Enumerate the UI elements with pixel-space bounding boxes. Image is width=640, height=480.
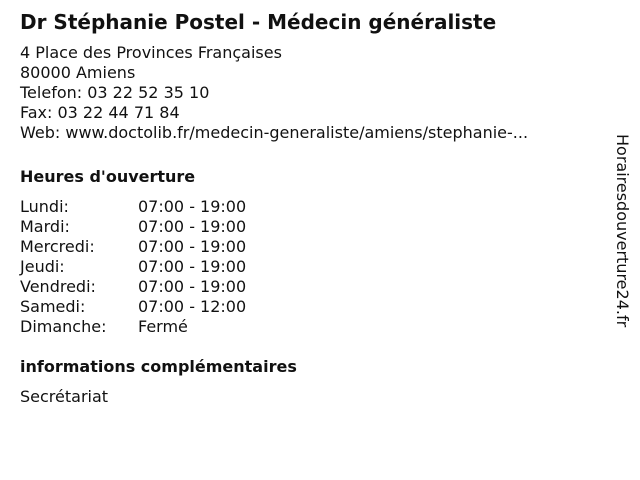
contact-block <box>20 43 600 143</box>
additional-info-section <box>20 357 600 407</box>
hours-row-wednesday <box>20 237 600 257</box>
opening-hours-section <box>20 167 600 337</box>
day-label: Dimanche: <box>20 317 107 336</box>
hours-value: 07:00 - 19:00 <box>138 197 247 216</box>
day-label: Mercredi: <box>20 237 95 256</box>
additional-info-heading: informations complémentaires <box>20 357 297 376</box>
hours-row-sunday <box>20 317 600 337</box>
hours-value: 07:00 - 19:00 <box>138 277 247 296</box>
brand-watermark-text: Horairesdouverture24.fr <box>613 134 632 328</box>
info-item: Secrétariat <box>20 387 109 406</box>
hours-row-friday <box>20 277 600 297</box>
page-title: Dr Stéphanie Postel - Médecin généraliste <box>20 10 497 34</box>
address-line-1: 4 Place des Provinces Françaises <box>20 43 282 62</box>
web-line: Web: www.doctolib.fr/medecin-generaliste/amiens/stephanie-... <box>20 123 529 142</box>
hours-row-thursday <box>20 257 600 277</box>
hours-value: 07:00 - 19:00 <box>138 237 247 256</box>
day-label: Samedi: <box>20 297 86 316</box>
fax-line: Fax: 03 22 44 71 84 <box>20 103 180 122</box>
hours-value: 07:00 - 12:00 <box>138 297 247 316</box>
day-label: Jeudi: <box>20 257 65 276</box>
day-label: Vendredi: <box>20 277 96 296</box>
opening-hours-heading: Heures d'ouverture <box>20 167 196 186</box>
address-line-2: 80000 Amiens <box>20 63 136 82</box>
hours-value: 07:00 - 19:00 <box>138 257 247 276</box>
hours-row-saturday <box>20 297 600 317</box>
brand-watermark <box>604 134 640 374</box>
hours-row-tuesday <box>20 217 600 237</box>
day-label: Mardi: <box>20 217 70 236</box>
day-label: Lundi: <box>20 197 69 216</box>
listing-card <box>20 10 600 407</box>
phone-line: Telefon: 03 22 52 35 10 <box>20 83 210 102</box>
hours-value: 07:00 - 19:00 <box>138 217 247 236</box>
hours-value: Fermé <box>138 317 188 336</box>
hours-row-monday <box>20 197 600 217</box>
